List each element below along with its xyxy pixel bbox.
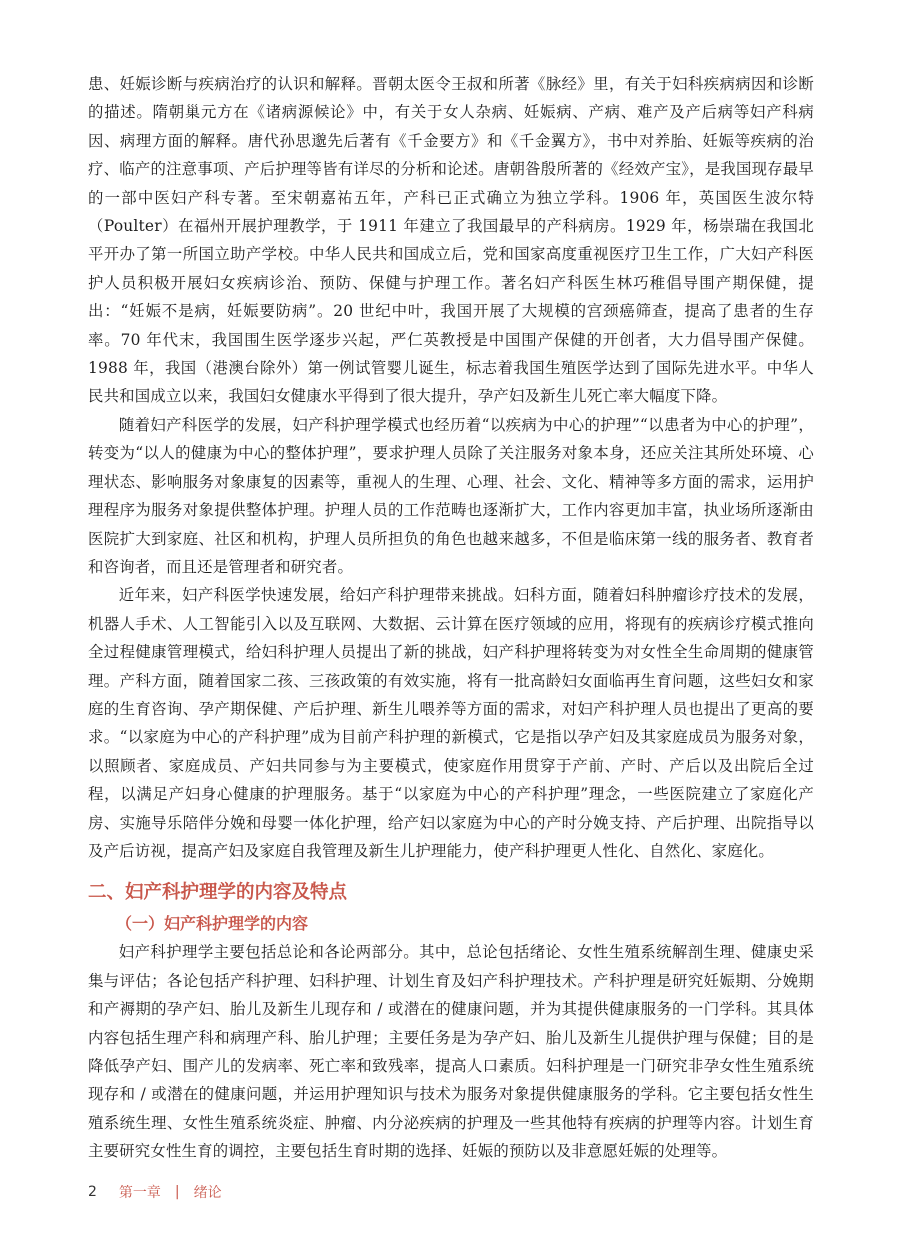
subsection-heading: （一）妇产科护理学的内容 [116, 914, 309, 934]
section-label: 绪论 [193, 1185, 222, 1201]
chapter-label: 第一章 [118, 1185, 161, 1201]
page-number: 2 [88, 1184, 97, 1200]
paragraph-history: 患、妊娠诊断与疾病治疗的认识和解释。晋朝太医令王叔和所著《脉经》里，有关于妇科疾病病因和诊断的描述。隋朝巢元方在《诸病源候论》中，有关于女人杂病、妊娠病、产病、难产及产后病等妇产科病因、病理方面的解释。唐代孙思邈先后著有《千金要方》和《千金翼方》，书中对养胎、妊娠等疾病的治疗、临产的注意事项、产后护理等皆有详尽的分析和论述。唐朝昝殷所著的《经效产宝》，是我国现存最早的一部中医妇产科专著。至宋朝嘉祐五年，产科已正式确立为独立学科。1906 年，英国医生波尔特（Poulter）在福州开展护理教学，于 1911 年建立了我国最早的产科病房。1929 年，杨崇瑞在我国北平开办了第一所国立助产学校。中华人民共和国成立后，党和国家高度重视医疗卫生工作，广大妇产科医护人员积极开展妇女疾病诊治、预防、保健与护理工作。著名妇产科医生林巧稚倡导围产期保健，提出：“妊娠不是病，妊娠要防病”。20 世纪中叶，我国开展了大规模的宫颈癌筛查，提高了患者的生存率。70 年代末，我国围生医学逐步兴起，严仁英教授是中国围产保健的开创者，大力倡导围产保健。1988 年，我国（港澳台除外）第一例试管婴儿诞生，标志着我国生殖医学达到了国际先进水平。中华人民共和国成立以来，我国妇女健康水平得到了很大提升，孕产妇及新生儿死亡率大幅度下降。 [88, 75, 814, 406]
footer-separator: | [174, 1184, 180, 1200]
page-footer [88, 1182, 222, 1202]
section-heading: 二、妇产科护理学的内容及特点 [88, 882, 348, 904]
paragraph-recent-development: 近年来，妇产科医学快速发展，给妇产科护理带来挑战。妇科方面，随着妇科肿瘤诊疗技术的发展，机器人手术、人工智能引入以及互联网、大数据、云计算在医疗领域的应用，将现有的疾病诊疗模式推向全过程健康管理模式，给妇科护理人员提出了新的挑战，妇产科护理将转变为对女性全生命周期的健康管理。产科方面，随着国家二孩、三孩政策的有效实施，将有一批高龄妇女面临再生育问题，这些妇女和家庭的生育咨询、孕产期保健、产后护理、新生儿喂养等方面的需求，对妇产科护理人员也提出了更高的要求。“以家庭为中心的产科护理”成为目前产科护理的新模式，它是指以孕产妇及其家庭成员为服务对象，以照顾者、家庭成员、产妇共同参与为主要模式，使家庭作用贯穿于产前、产时、产后以及出院后全过程，以满足产妇身心健康的护理服务。基于“以家庭为中心的产科护理”理念，一些医院建立了家庭化产房、实施导乐陪伴分娩和母婴一体化护理，给产妇以家庭为中心的产时分娩支持、产后护理、出院指导以及产后访视，提高产妇及家庭自我管理及新生儿护理能力，使产科护理更人性化、自然化、家庭化。 [88, 586, 814, 860]
paragraph-nursing-model: 随着妇产科医学的发展，妇产科护理学模式也经历着“以疾病为中心的护理”“以患者为中心的护理”，转变为“以人的健康为中心的整体护理”，要求护理人员除了关注服务对象本身，还应关注其所处环境、心理状态、影响服务对象康复的因素等，重视人的生理、心理、社会、文化、精神等多方面的需求，运用护理程序为服务对象提供整体护理。护理人员的工作范畴也逐渐扩大，工作内容更加丰富，执业场所逐渐由医院扩大到家庭、社区和机构，护理人员所担负的角色也越来越多，不但是临床第一线的服务者、教育者和咨询者，而且还是管理者和研究者。 [88, 415, 814, 576]
paragraph-content: 妇产科护理学主要包括总论和各论两部分。其中，总论包括绪论、女性生殖系统解剖生理、健康史采集与评估；各论包括产科护理、妇科护理、计划生育及妇产科护理技术。产科护理是研究妊娠期、分娩期和产褥期的孕产妇、胎儿及新生儿现存和 / 或潜在的健康问题，并为其提供健康服务的一门学科。其具体内容包括生理产科和病理产科、胎儿护理；主要任务是为孕产妇、胎儿及新生儿提供护理与保健；目的是降低孕产妇、围产儿的发病率、死亡率和致残率，提高人口素质。妇科护理是一门研究非孕女性生殖系统现存和 / 或潜在的健康问题，并运用护理知识与技术为服务对象提供健康服务的学科。它主要包括女性生殖系统生理、女性生殖系统炎症、肿瘤、内分泌疾病的护理及一些其他特有疾病的护理等内容。计划生育主要研究女性生育的调控，主要包括生育时期的选择、妊娠的预防以及非意愿妊娠的处理等。 [88, 943, 814, 1161]
page-body [88, 70, 814, 1166]
